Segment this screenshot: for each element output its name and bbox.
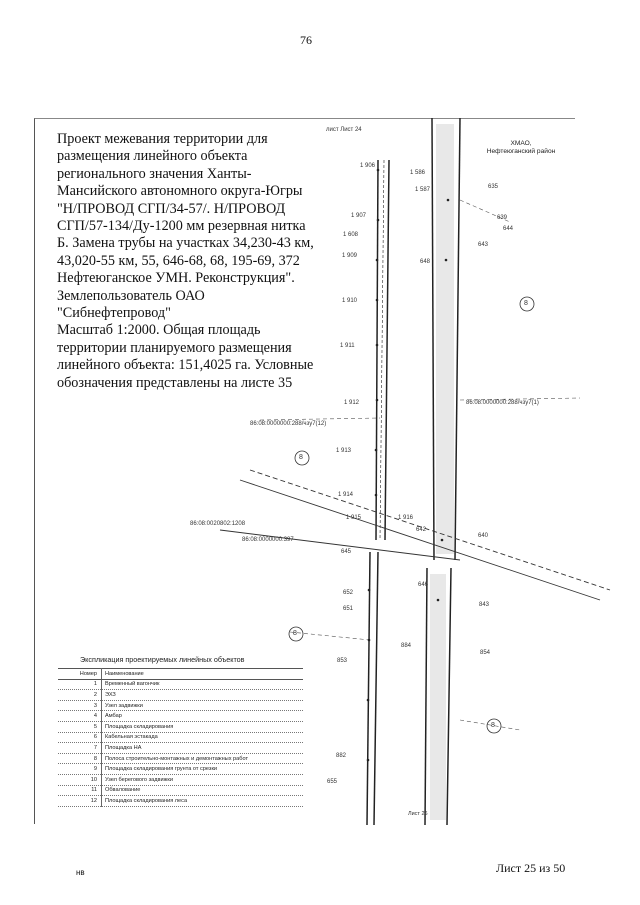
legend-table (58, 668, 303, 807)
legend-row (58, 711, 303, 722)
legend-row (58, 774, 303, 785)
point-label: 644 (503, 226, 514, 232)
point-label: 640 (478, 533, 489, 539)
cadastral-number: 86:08:0000000:288/чзу7(12) (250, 421, 327, 427)
legend-row-number: 3 (58, 700, 102, 711)
title-line: размещения линейного объекта (57, 148, 248, 165)
title-block (57, 131, 347, 392)
title-line: Нефтеюганское УМН. Реконструкция". (57, 270, 295, 287)
point-label: 1 910 (342, 298, 358, 304)
legend-row-name: Площадка складирования леса (102, 796, 304, 807)
legend-row-number: 7 (58, 743, 102, 754)
title-line: 43,020-55 км, 55, 646-68, 68, 195-69, 372 (57, 252, 300, 269)
title-line: Мансийского автономного округа-Югры (57, 183, 303, 200)
legend-header-number: Номер (58, 669, 102, 680)
point-label: 1 916 (398, 515, 414, 521)
legend-row-name: Узел берегового задвижки (102, 774, 304, 785)
sheet-number: Лист 25 из 50 (496, 861, 566, 875)
legend-row-name: Полоса строительно-монтажных и демонтажных работ (102, 753, 304, 764)
legend-header-name: Наименование (102, 669, 304, 680)
point-label: 643 (478, 242, 489, 248)
legend-row (58, 764, 303, 775)
point-label: 884 (401, 643, 412, 649)
title-line: территории планируемого размещения (57, 339, 292, 356)
point-label: 843 (479, 602, 490, 608)
point-label: 648 (420, 259, 431, 265)
title-line: обозначения представлены на листе 35 (57, 374, 293, 391)
point-label: 1 587 (415, 187, 431, 193)
legend-row-number: 11 (58, 785, 102, 796)
point-label: 642 (416, 527, 427, 533)
page-number: 76 (300, 33, 312, 47)
point-label: 635 (488, 184, 499, 190)
title-line: Проект межевания территории для (57, 131, 268, 147)
point-label: 651 (343, 606, 354, 612)
legend-row-number: 10 (58, 774, 102, 785)
legend-row-name: Временный вагончик (102, 679, 304, 690)
legend-row (58, 785, 303, 796)
sheet-ref-top: лист Лист 24 (326, 127, 362, 133)
title-line: регионального значения Ханты- (57, 165, 252, 182)
legend-row (58, 679, 303, 690)
point-label: 882 (336, 753, 347, 759)
title-line: Масштаб 1:2000. Общая площадь (57, 322, 261, 339)
legend-row-number: 4 (58, 711, 102, 722)
pipeline-corridor-right (425, 118, 460, 825)
point-label: 1 586 (410, 170, 426, 176)
legend-row-number: 5 (58, 721, 102, 732)
legend-row (58, 796, 303, 807)
legend-title: Экспликация проектируемых линейных объектов (80, 655, 245, 664)
sheet-ref-bottom: Лист 26 (408, 811, 428, 817)
legend-row (58, 753, 303, 764)
point-label: 1 907 (351, 213, 367, 219)
title-line: "Сибнефтепровод" (57, 305, 171, 322)
cross-road (220, 470, 610, 600)
point-label: 853 (337, 658, 348, 664)
point-label: 1 912 (344, 400, 360, 406)
legend-row-name: Обвалование (102, 785, 304, 796)
point-label: 1 909 (342, 253, 358, 259)
point-label: 1 915 (346, 515, 362, 521)
point-label: 1 911 (340, 343, 355, 349)
legend-row-number: 8 (58, 753, 102, 764)
legend-row (58, 743, 303, 754)
zone-marker: 8 (524, 300, 528, 307)
title-line: Б. Замена трубы на участках 34,230-43 км, (57, 235, 314, 252)
cadastral-number: 86:08:0000000:288/чзу7(1) (466, 400, 539, 406)
legend-header-row (58, 669, 303, 680)
point-label: 646 (418, 582, 429, 588)
legend-row-name: Узел задвижки (102, 700, 304, 711)
legend-row-name: Площадка складирования грунта от срезки (102, 764, 304, 775)
title-line: Землепользователь ОАО (57, 287, 205, 304)
title-line: "Н/ПРОВОД СГП/34-57/. Н/ПРОВОД (57, 200, 286, 217)
region-label-line: Нефтеюганский район (486, 148, 556, 155)
title-line: линейного объекта: 151,4025 га. Условные (57, 357, 314, 374)
point-label: 655 (327, 779, 338, 785)
legend-row-number: 9 (58, 764, 102, 775)
point-label: 652 (343, 590, 354, 596)
legend-row-number: 1 (58, 679, 102, 690)
point-label: 1 914 (338, 492, 354, 498)
point-label: 1 608 (343, 232, 359, 238)
point-label: 645 (341, 549, 352, 555)
footer-mark: нв (76, 868, 85, 877)
zone-marker: 8 (293, 630, 297, 637)
point-label: 1 906 (360, 163, 376, 169)
legend-row (58, 690, 303, 701)
legend-row-number: 6 (58, 732, 102, 743)
legend-row (58, 721, 303, 732)
title-line: СГП/57-134/Ду-1200 мм резервная нитка (57, 218, 306, 235)
legend-row (58, 732, 303, 743)
legend-row-name: ЭХЗ (102, 690, 304, 701)
legend-row-name: Площадка НА (102, 743, 304, 754)
point-label: 639 (497, 215, 508, 221)
legend-row-name: Кабельная эстакада (102, 732, 304, 743)
cadastral-number: 86:08:0020802:1208 (190, 521, 246, 527)
region-label-line: ХМАО, (510, 140, 532, 147)
region-label (466, 140, 576, 156)
legend-row-name: Амбар (102, 711, 304, 722)
legend-row-number: 12 (58, 796, 102, 807)
point-label: 1 913 (336, 448, 352, 454)
cadastral-number: 86:08:0000000:397 (242, 537, 294, 543)
zone-marker: 8 (491, 722, 495, 729)
zone-marker: 8 (299, 454, 303, 461)
legend-row (58, 700, 303, 711)
legend-row-name: Площадка складирования (102, 721, 304, 732)
point-label: 854 (480, 650, 491, 656)
legend-row-number: 2 (58, 690, 102, 701)
